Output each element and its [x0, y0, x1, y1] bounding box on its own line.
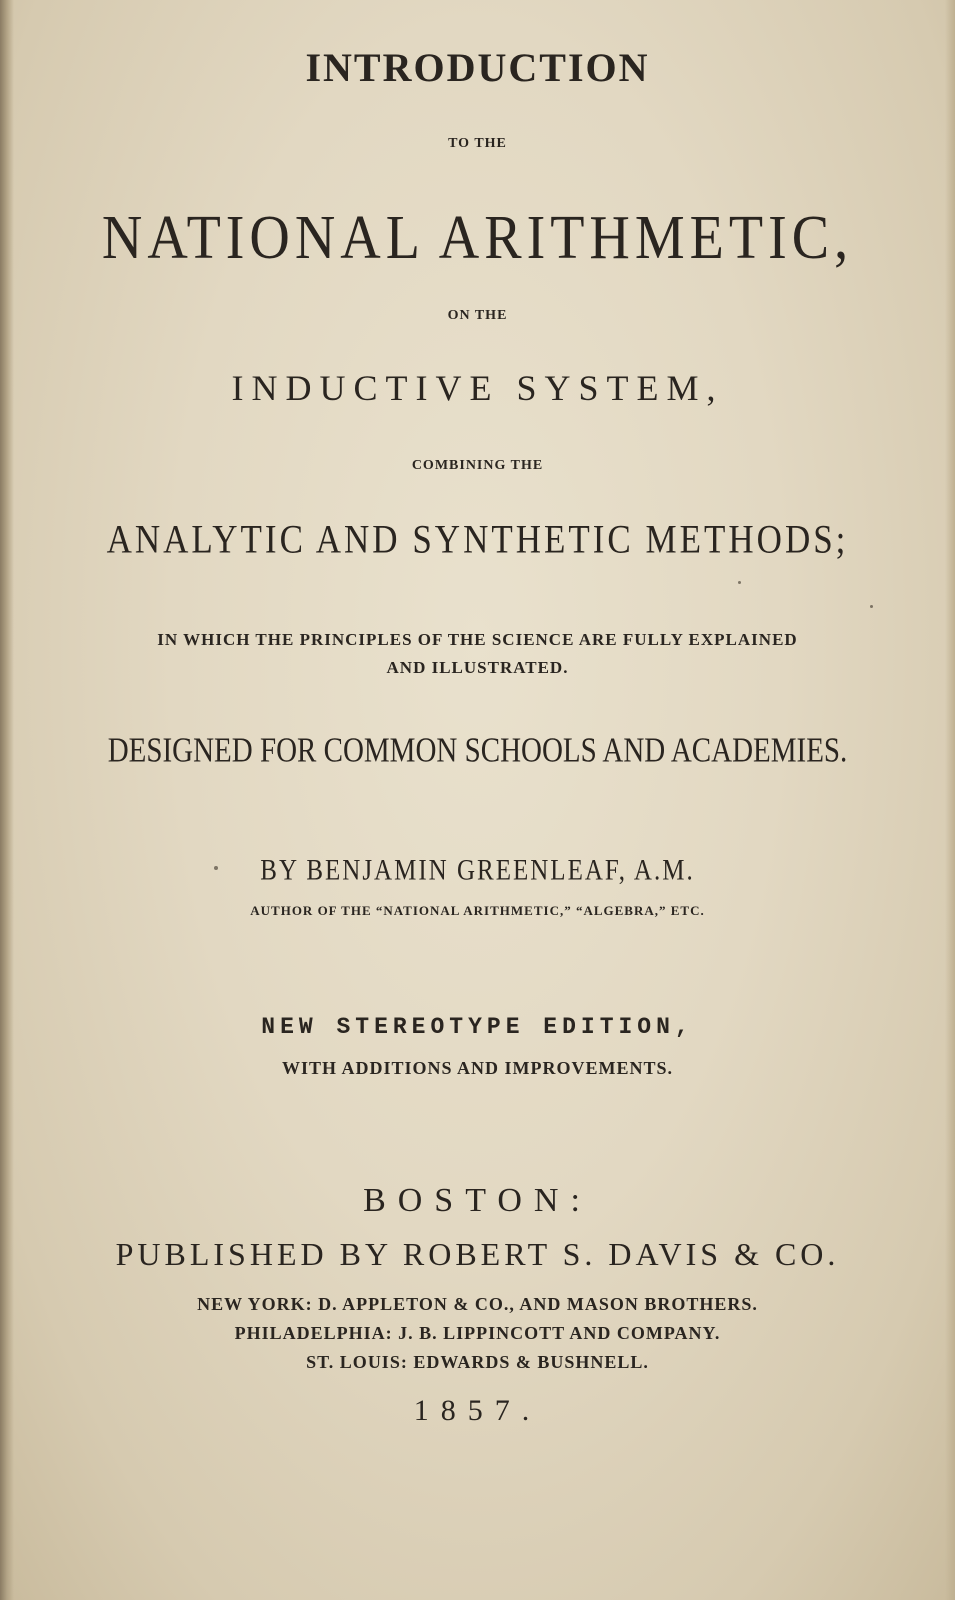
intro-heading: INTRODUCTION [305, 45, 650, 90]
to-the-text: TO THE [448, 136, 507, 151]
publication-year: 1857. [413, 1394, 542, 1427]
publication-city: BOSTON: [363, 1182, 592, 1219]
edition-note: WITH ADDITIONS AND IMPROVEMENTS. [281, 1058, 674, 1078]
on-the-text: ON THE [447, 308, 508, 323]
agent-new-york: NEW YORK: D. APPLETON & CO., AND MASON BROTHERS. [197, 1294, 758, 1314]
ink-speck [870, 605, 873, 608]
designed-for-text: DESIGNED FOR COMMON SCHOOLS AND ACADEMIES. [107, 731, 848, 771]
principles-line-1: IN WHICH THE PRINCIPLES OF THE SCIENCE ARE FULLY EXPLAINED [157, 630, 798, 649]
author-name: BY BENJAMIN GREENLEAF, A.M. [260, 854, 695, 887]
methods-title: ANALYTIC AND SYNTHETIC METHODS; [106, 517, 849, 562]
author-credits: AUTHOR OF THE “NATIONAL ARITHMETIC,” “ALGEBRA,” ETC. [250, 903, 705, 918]
ink-speck [738, 581, 741, 584]
combining-text: COMBINING THE [411, 458, 544, 473]
agent-philadelphia: PHILADELPHIA: J. B. LIPPINCOTT AND COMPANY. [234, 1323, 721, 1343]
edition-title: NEW STEREOTYPE EDITION, [261, 1014, 694, 1040]
publisher-line: PUBLISHED BY ROBERT S. DAVIS & CO. [115, 1236, 840, 1272]
principles-line-2: AND ILLUSTRATED. [386, 658, 569, 677]
ink-speck [214, 866, 218, 870]
system-title: INDUCTIVE SYSTEM, [231, 368, 724, 408]
agent-st-louis: ST. LOUIS: EDWARDS & BUSHNELL. [306, 1352, 649, 1372]
main-title: NATIONAL ARITHMETIC, [101, 203, 854, 273]
